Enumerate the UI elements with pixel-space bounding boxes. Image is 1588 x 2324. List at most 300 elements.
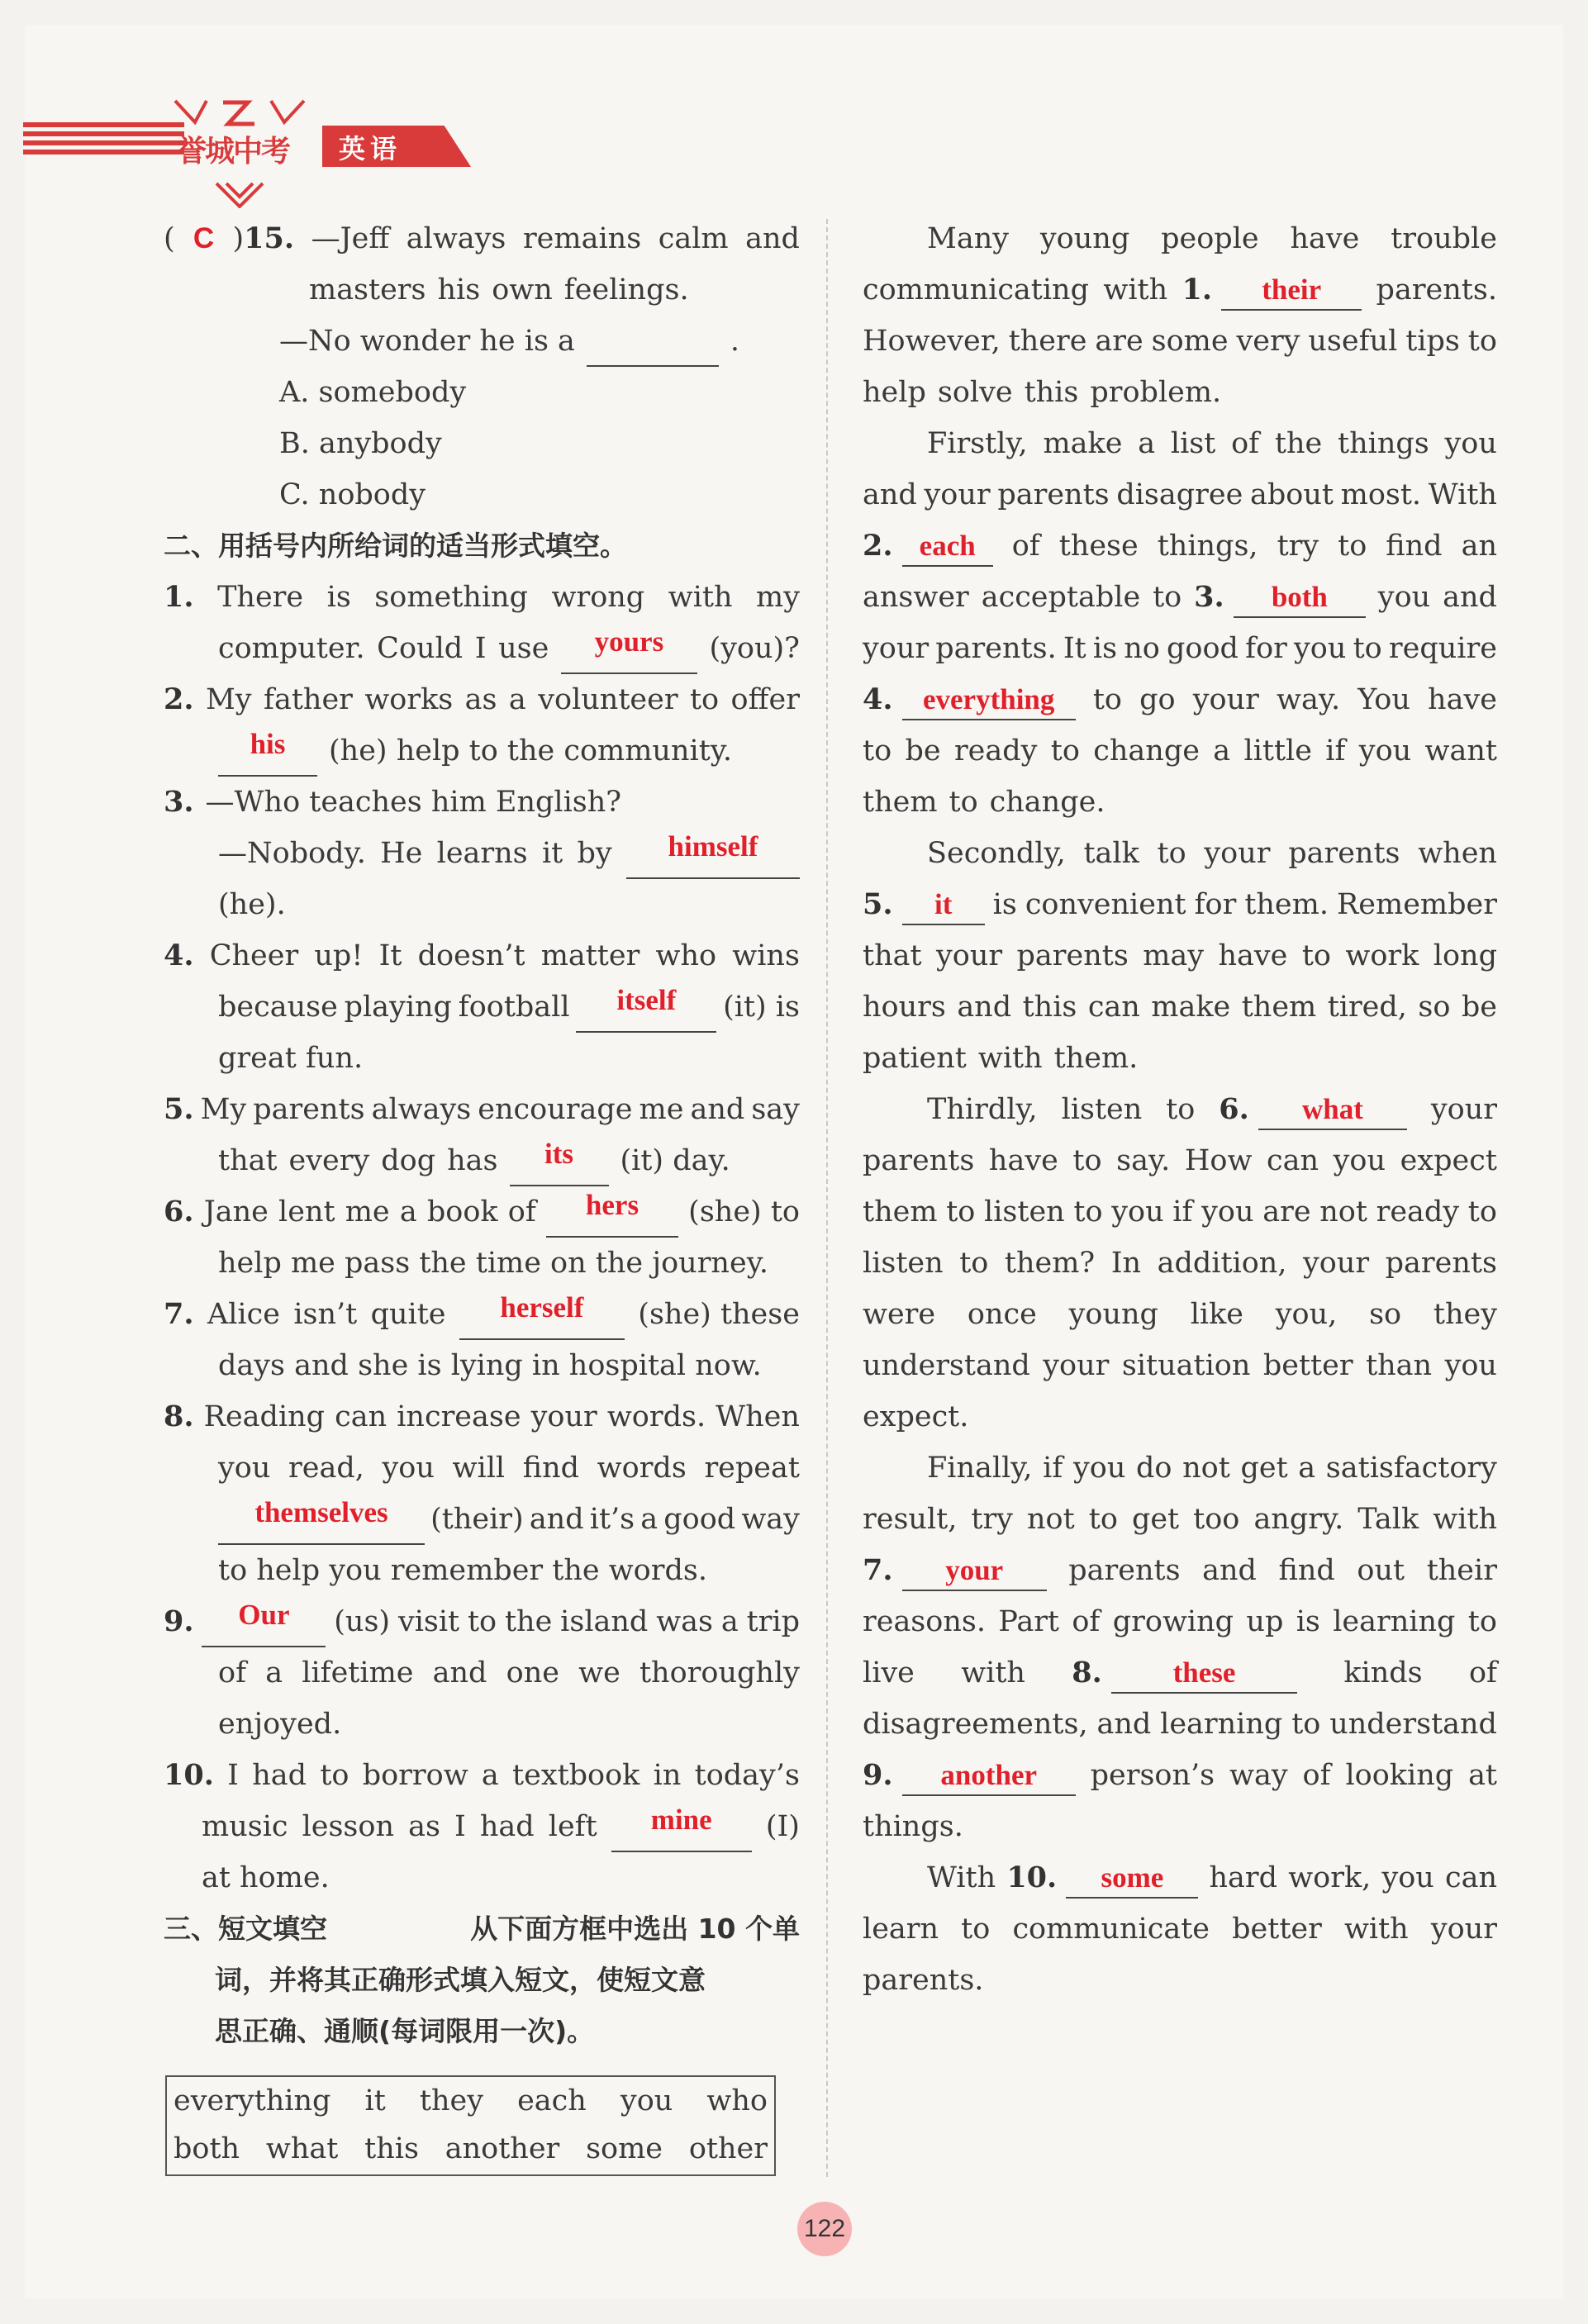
word: once	[967, 1298, 1037, 1331]
word: with	[1103, 273, 1168, 307]
word: Alice	[207, 1298, 280, 1331]
word: up!	[314, 939, 364, 972]
word: result,	[863, 1503, 958, 1536]
word: tips	[1405, 325, 1460, 358]
word: I	[454, 1810, 466, 1843]
word: book	[426, 1195, 498, 1229]
word: with	[961, 1656, 1025, 1690]
word: father	[264, 683, 353, 716]
word: today’s	[694, 1759, 800, 1792]
word: and	[1202, 1554, 1257, 1587]
word: always	[406, 222, 506, 255]
word: live	[863, 1656, 915, 1690]
word: useful	[1308, 325, 1398, 358]
word: by	[577, 837, 612, 870]
answer-blank[interactable]: himself	[626, 828, 800, 879]
word: answer	[863, 581, 969, 614]
word: out	[1357, 1554, 1405, 1587]
word: (their)	[430, 1503, 524, 1536]
word: masters	[309, 273, 426, 307]
word: so	[1418, 991, 1451, 1024]
question-number: 15.	[244, 221, 295, 255]
word: Part	[998, 1605, 1059, 1638]
word: works	[364, 683, 454, 716]
word: little	[1243, 734, 1312, 768]
answer-blank[interactable]: their	[1221, 271, 1362, 311]
word: them.	[1244, 888, 1329, 921]
word: find	[1386, 530, 1443, 563]
word: can	[335, 1400, 387, 1433]
word: My	[205, 683, 252, 716]
blank-group	[863, 879, 985, 930]
text-span: (he) help to the community.	[329, 734, 733, 768]
word: to	[1073, 1195, 1103, 1229]
word: music	[202, 1810, 288, 1843]
passage-line	[863, 1647, 1497, 1699]
word: way	[1229, 1759, 1288, 1792]
q15-answer: C	[193, 222, 215, 254]
question-line	[164, 777, 800, 828]
word: very	[1236, 325, 1300, 358]
word: Remember	[1336, 888, 1497, 921]
word: problem.	[1090, 376, 1222, 409]
word: —Jeff	[311, 222, 390, 255]
word: this	[1024, 376, 1079, 409]
word: to	[1153, 581, 1182, 614]
passage-line	[863, 1750, 1497, 1801]
passage-line	[863, 1699, 1497, 1750]
text-span: at home.	[202, 1861, 330, 1894]
question-line	[164, 1801, 800, 1852]
section-title-part: 三、短文填空	[164, 1913, 327, 1945]
passage-line	[863, 1852, 1497, 1903]
word: something	[374, 581, 528, 614]
word: the	[504, 1605, 553, 1638]
word: parents	[253, 1093, 365, 1126]
word: is	[326, 581, 351, 614]
word: be	[905, 734, 941, 768]
word: patient	[863, 1042, 967, 1075]
word: long	[1433, 939, 1497, 972]
word: listen	[863, 1247, 944, 1280]
word: you	[218, 1452, 271, 1485]
word: you	[1333, 1144, 1386, 1177]
box-word: another	[445, 2132, 560, 2165]
question-line	[164, 1391, 800, 1442]
question-number: 2.	[164, 682, 194, 716]
question-line	[164, 828, 800, 879]
word: was	[656, 1605, 713, 1638]
word: way.	[1277, 683, 1341, 716]
word: expect	[1400, 1144, 1497, 1177]
word: situation	[1121, 1349, 1251, 1382]
word: to	[961, 1913, 991, 1946]
word: to	[1467, 1605, 1497, 1638]
box-word: both	[174, 2132, 240, 2165]
passage-line	[863, 879, 1497, 930]
word: ready	[1376, 1195, 1460, 1229]
word: when	[1418, 837, 1497, 870]
word: you	[1294, 632, 1347, 665]
passage-line	[863, 674, 1497, 725]
box-word: they	[419, 2084, 483, 2117]
text-span: help me pass the time on the journey.	[218, 1247, 768, 1280]
section-title	[164, 1903, 800, 1955]
word: at	[1468, 1759, 1497, 1792]
word: remains	[522, 222, 642, 255]
passage-line	[863, 1494, 1497, 1545]
word: most.	[1340, 478, 1422, 511]
answer-blank[interactable]: another	[902, 1756, 1076, 1796]
option[interactable]: C. nobody	[279, 478, 426, 511]
word: Secondly,	[927, 837, 1066, 870]
word: it	[541, 837, 563, 870]
left-column	[164, 213, 800, 2057]
word: and	[690, 1093, 745, 1126]
word: matter	[540, 939, 640, 972]
word: lent	[278, 1195, 335, 1229]
header-stripes	[23, 122, 184, 164]
question-number: 5.	[164, 1092, 194, 1126]
word: try	[1277, 530, 1319, 563]
word: lesson	[302, 1810, 395, 1843]
passage-line	[863, 623, 1497, 674]
word: volunteer	[538, 683, 678, 716]
word: borrow	[362, 1759, 468, 1792]
word: your	[1430, 1093, 1497, 1126]
word: may	[1143, 939, 1205, 972]
word: a	[508, 683, 526, 716]
question-line	[164, 1135, 800, 1186]
word: parents	[1016, 939, 1129, 972]
word: use	[498, 632, 549, 665]
word: get	[1131, 1503, 1180, 1536]
word: communicate	[1012, 1913, 1210, 1946]
word: increase	[397, 1400, 521, 1433]
answer-blank[interactable]: his	[218, 725, 317, 777]
option[interactable]: A. somebody	[279, 376, 467, 409]
passage-line	[863, 1801, 1497, 1852]
word: have	[1290, 222, 1360, 255]
word: because	[218, 991, 338, 1024]
passage-line	[863, 1545, 1497, 1596]
word: if	[1043, 1452, 1063, 1485]
blank-group	[863, 1750, 1076, 1801]
word-box-row	[167, 2125, 774, 2173]
word: I	[227, 1759, 239, 1792]
word: I	[474, 632, 487, 665]
question-line	[164, 1494, 800, 1545]
question-number: 10.	[164, 1758, 214, 1792]
passage-line	[863, 777, 1497, 828]
text-span: (you)?	[709, 632, 800, 665]
text-span: (he).	[218, 888, 286, 921]
word: your	[1430, 1913, 1497, 1946]
word: will	[452, 1452, 506, 1485]
word: repeat	[704, 1452, 800, 1485]
word: and	[1096, 1708, 1152, 1741]
word: listen	[1061, 1093, 1143, 1126]
word: person’s	[1090, 1759, 1215, 1792]
text-span: enjoyed.	[218, 1708, 342, 1741]
word: them	[863, 786, 938, 819]
word: It	[1063, 632, 1086, 665]
word: hours	[863, 991, 946, 1024]
word: and	[957, 991, 1012, 1024]
word: them?	[1004, 1247, 1096, 1280]
question-line	[164, 1186, 800, 1238]
word: parents.	[1376, 273, 1497, 307]
passage-line	[863, 725, 1497, 777]
word: change	[1093, 734, 1200, 768]
word: learning	[1333, 1605, 1456, 1638]
word: —Nobody.	[218, 837, 366, 870]
word: has	[447, 1144, 498, 1177]
text-span: (I)	[765, 1810, 800, 1843]
word: read,	[288, 1452, 364, 1485]
word: a	[1138, 427, 1156, 460]
word: and	[863, 478, 917, 511]
question-number: 7.	[164, 1297, 194, 1331]
word: Talk	[1357, 1503, 1419, 1536]
passage-line	[863, 367, 1497, 418]
word: to	[1092, 683, 1122, 716]
word: say.	[1116, 1144, 1171, 1177]
word: there	[1008, 325, 1087, 358]
passage-line	[863, 1903, 1497, 1955]
question-line	[164, 623, 800, 674]
passage-line	[863, 1340, 1497, 1391]
word: is	[992, 888, 1017, 921]
word: better	[1262, 1349, 1353, 1382]
word: better	[1232, 1913, 1322, 1946]
word: of	[218, 1656, 247, 1690]
text-span: (it) day.	[620, 1144, 730, 1177]
word: with	[668, 581, 733, 614]
word-box-row	[167, 2077, 774, 2125]
question-line	[164, 879, 800, 930]
blank-number: 8.	[1072, 1656, 1102, 1690]
word: you	[1072, 1452, 1126, 1485]
word: too	[1193, 1503, 1240, 1536]
passage-line	[863, 469, 1497, 520]
answer-blank[interactable]: each	[902, 527, 993, 567]
passage-line	[863, 1596, 1497, 1647]
word: to	[863, 734, 892, 768]
answer-blank[interactable]: yours	[561, 623, 697, 674]
word: list	[1170, 427, 1216, 460]
word: to	[1072, 1144, 1102, 1177]
word: How	[1184, 1144, 1253, 1177]
word: up	[1246, 1605, 1284, 1638]
word: and	[745, 222, 800, 255]
word: you	[1358, 734, 1412, 768]
passage-line	[863, 1442, 1497, 1494]
word: Jane	[203, 1195, 269, 1229]
word: learn	[863, 1913, 939, 1946]
subject-label: 英语	[339, 133, 402, 164]
answer-blank[interactable]: its	[510, 1135, 609, 1186]
word: It	[378, 939, 402, 972]
passage-line	[863, 981, 1497, 1033]
word: you	[1111, 1195, 1164, 1229]
word: not	[1182, 1452, 1230, 1485]
word: to	[1166, 1093, 1196, 1126]
option[interactable]: B. anybody	[279, 427, 442, 460]
word: so	[1369, 1298, 1402, 1331]
word: lifetime	[302, 1656, 414, 1690]
word: island	[560, 1605, 649, 1638]
blank-group	[863, 674, 1076, 725]
blank-group	[1219, 1084, 1407, 1135]
passage-line	[863, 1289, 1497, 1340]
word: you	[1201, 1195, 1254, 1229]
question-line	[164, 1289, 800, 1340]
word: a	[720, 1605, 739, 1638]
word: good	[663, 1503, 736, 1536]
blank-group	[1072, 1647, 1297, 1699]
word: parents	[997, 478, 1110, 511]
word: work,	[1288, 1861, 1372, 1894]
word: communicating	[863, 273, 1090, 307]
word: football	[458, 991, 570, 1024]
column-divider	[826, 219, 828, 2177]
word: learning	[1160, 1708, 1283, 1741]
answer-blank[interactable]: it	[902, 886, 985, 925]
answer-blank[interactable]: these	[1111, 1654, 1297, 1694]
answer-blank[interactable]: hers	[546, 1186, 678, 1238]
question-line	[164, 981, 800, 1033]
word: me	[639, 1093, 684, 1126]
word: no	[1124, 632, 1160, 665]
word: to	[1353, 632, 1382, 665]
blank-group	[863, 1545, 1047, 1596]
word: He	[380, 837, 423, 870]
blank-number: 6.	[1219, 1092, 1249, 1126]
word: own	[492, 273, 553, 307]
word: they	[1433, 1298, 1497, 1331]
word: for	[1245, 632, 1287, 665]
section-title: 词，并将其正确形式填入短文，使短文意	[215, 1964, 706, 1996]
q15-prefix	[164, 213, 294, 264]
answer-blank[interactable]: themselves	[218, 1494, 425, 1545]
word: your	[1204, 837, 1271, 870]
question-line	[164, 930, 800, 981]
question-line	[164, 1852, 800, 1903]
word: that	[218, 1144, 278, 1177]
answer-blank[interactable]: some	[1066, 1859, 1198, 1899]
box-word: what	[265, 2132, 339, 2165]
question-line	[164, 674, 800, 725]
blank-number: 7.	[863, 1553, 893, 1587]
word: Reading	[203, 1400, 326, 1433]
box-word: it	[364, 2084, 386, 2117]
answer-blank[interactable]	[587, 316, 719, 367]
word: encourage	[478, 1093, 633, 1126]
word: if	[1172, 1195, 1193, 1229]
word: parents	[1068, 1554, 1181, 1587]
word: your	[530, 1400, 597, 1433]
word: hard	[1209, 1861, 1278, 1894]
word: not	[1319, 1195, 1367, 1229]
word: a	[640, 1503, 658, 1536]
word: a	[265, 1656, 283, 1690]
word: want	[1424, 734, 1497, 768]
word: In	[1110, 1247, 1142, 1280]
answer-blank[interactable]: Our	[202, 1596, 326, 1647]
word: Many	[927, 222, 1010, 255]
passage-line	[863, 1135, 1497, 1186]
word: the	[1274, 427, 1323, 460]
word: parents	[1288, 837, 1400, 870]
word: words.	[606, 1400, 706, 1433]
word: a	[1298, 1452, 1316, 1485]
logo-text: 誉城中考	[177, 135, 290, 169]
answer-blank[interactable]: both	[1234, 578, 1366, 618]
word: say	[751, 1093, 800, 1126]
blank-group	[1194, 572, 1366, 623]
word: their	[1426, 1554, 1497, 1587]
word: every	[288, 1144, 370, 1177]
word: as	[464, 683, 497, 716]
word: trouble	[1391, 222, 1497, 255]
question-line	[164, 1545, 800, 1596]
question-line	[164, 1699, 800, 1750]
answer-blank[interactable]: herself	[459, 1289, 625, 1340]
word: are	[1262, 1195, 1311, 1229]
word: of	[1302, 1759, 1331, 1792]
word: quite	[370, 1298, 446, 1331]
question-line	[164, 1084, 800, 1135]
word: have	[1218, 939, 1288, 972]
word: to	[959, 1247, 989, 1280]
answer-blank[interactable]: mine	[611, 1801, 752, 1852]
word: with	[1433, 1503, 1497, 1536]
word: a	[481, 1759, 499, 1792]
blank-number: 2.	[863, 529, 893, 563]
word: addition,	[1157, 1247, 1287, 1280]
question-line	[164, 1340, 800, 1391]
answer-blank[interactable]: what	[1258, 1091, 1407, 1130]
passage-line	[863, 1186, 1497, 1238]
passage-line	[863, 572, 1497, 623]
blank-group	[863, 520, 993, 572]
question-line	[164, 316, 800, 367]
word: some	[1151, 325, 1229, 358]
passage	[863, 213, 1497, 2006]
question-line	[164, 1647, 800, 1699]
word: your	[1192, 683, 1259, 716]
word: Thirdly,	[927, 1093, 1038, 1126]
answer-blank[interactable]: everything	[902, 681, 1076, 720]
word: your	[1303, 1247, 1370, 1280]
answer-blank[interactable]: itself	[576, 981, 716, 1033]
question-number: 1.	[164, 580, 194, 614]
word: convenient	[1025, 888, 1186, 921]
word: to	[689, 683, 720, 716]
answer-blank[interactable]: your	[902, 1552, 1047, 1591]
word: Cheer	[209, 939, 299, 972]
passage-line	[863, 316, 1497, 367]
word: in	[653, 1759, 682, 1792]
bracket: )	[232, 222, 245, 255]
word: trip	[746, 1605, 800, 1638]
text-span: .	[730, 325, 740, 358]
word: There	[217, 581, 304, 614]
word: to	[946, 1195, 976, 1229]
word: you	[1444, 427, 1497, 460]
box-word: this	[364, 2132, 419, 2165]
